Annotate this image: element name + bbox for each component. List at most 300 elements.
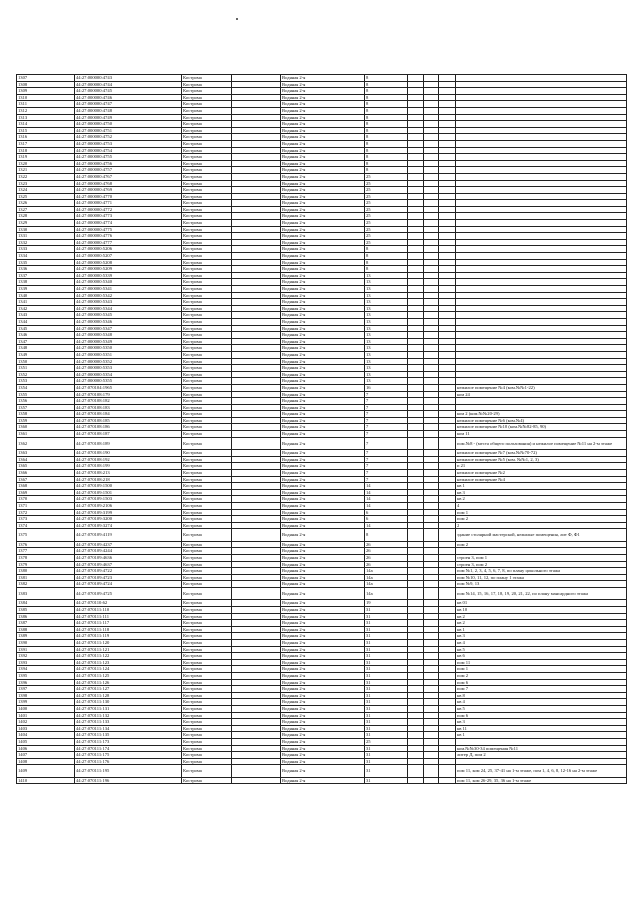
cadastral-number-cell: 44:27:000000:4776 (75, 233, 182, 240)
empty-cell (439, 554, 456, 561)
empty-cell (424, 180, 439, 187)
note-cell (456, 286, 627, 293)
city-cell: Кострома (182, 365, 232, 372)
city-cell: Кострома (182, 160, 232, 167)
city-cell: Кострома (182, 398, 232, 405)
empty-cell (232, 81, 281, 88)
table-row (17, 226, 627, 233)
house-number-cell: 6 (365, 516, 408, 523)
cadastral-number-cell: 44:27:070111:123 (75, 659, 182, 666)
empty-cell (424, 712, 439, 719)
note-cell (456, 365, 627, 372)
cadastral-number-cell: 44:27:070108:182 (75, 398, 182, 405)
empty-cell (439, 745, 456, 752)
table-row (17, 653, 627, 660)
city-cell: Кострома (182, 692, 232, 699)
city-cell: Кострома (182, 738, 232, 745)
city-cell: Кострома (182, 732, 232, 739)
empty-cell (424, 187, 439, 194)
street-cell: Водяная 2-я (281, 233, 365, 240)
street-cell: Водяная 2-я (281, 705, 365, 712)
house-number-cell: 13 (365, 371, 408, 378)
empty-cell (424, 121, 439, 128)
empty-cell (424, 81, 439, 88)
row-number-cell: 1317 (17, 140, 75, 147)
empty-cell (424, 424, 439, 431)
cadastral-number-cell: 44:27:000000:4743 (75, 75, 182, 82)
empty-cell (424, 640, 439, 647)
empty-cell (439, 127, 456, 134)
table-row (17, 107, 627, 114)
street-cell: Водяная 2-я (281, 411, 365, 418)
note-cell: кв 01 (456, 600, 627, 607)
empty-cell (424, 253, 439, 260)
house-number-cell: 31 (365, 607, 408, 614)
empty-cell (424, 705, 439, 712)
house-number-cell: 8 (365, 75, 408, 82)
cadastral-number-cell: 44:27:070109:3200 (75, 516, 182, 523)
empty-cell (232, 672, 281, 679)
empty-cell (439, 332, 456, 339)
house-number-cell: 25 (365, 220, 408, 227)
table-row (17, 758, 627, 765)
empty-cell (408, 121, 424, 128)
street-cell: Водяная 2-я (281, 101, 365, 108)
empty-cell (439, 259, 456, 266)
street-cell: Водяная 2-я (281, 279, 365, 286)
table-row (17, 725, 627, 732)
table-row (17, 686, 627, 693)
cadastral-number-cell: 44:27:000000:4771 (75, 200, 182, 207)
empty-cell (408, 581, 424, 588)
note-cell (456, 272, 627, 279)
empty-cell (408, 509, 424, 516)
note-cell (456, 193, 627, 200)
empty-cell (408, 765, 424, 778)
empty-cell (424, 94, 439, 101)
street-cell: Водяная 2-я (281, 404, 365, 411)
empty-cell (424, 160, 439, 167)
empty-cell (424, 626, 439, 633)
house-number-cell: 13 (365, 272, 408, 279)
street-cell: Водяная 2-я (281, 220, 365, 227)
street-cell: Водяная 2-я (281, 154, 365, 161)
table-row (17, 509, 627, 516)
house-number-cell: 31 (365, 679, 408, 686)
empty-cell (439, 180, 456, 187)
street-cell: Водяная 2-я (281, 424, 365, 431)
city-cell: Кострома (182, 272, 232, 279)
note-cell: 4 (456, 502, 627, 509)
empty-cell (439, 456, 456, 463)
house-number-cell: 31 (365, 758, 408, 765)
city-cell: Кострома (182, 187, 232, 194)
city-cell: Кострома (182, 193, 232, 200)
house-number-cell: 8 (365, 246, 408, 253)
house-number-cell: 13 (365, 305, 408, 312)
street-cell: Водяная 2-я (281, 725, 365, 732)
note-cell (456, 371, 627, 378)
table-row (17, 437, 627, 450)
city-cell: Кострома (182, 94, 232, 101)
note-cell (456, 226, 627, 233)
note-cell (456, 325, 627, 332)
city-cell: Кострома (182, 758, 232, 765)
empty-cell (232, 206, 281, 213)
row-number-cell: 1326 (17, 200, 75, 207)
note-cell: пом 11 (456, 659, 627, 666)
empty-cell (439, 292, 456, 299)
empty-cell (439, 719, 456, 726)
table-row (17, 516, 627, 523)
empty-cell (439, 633, 456, 640)
empty-cell (408, 259, 424, 266)
empty-cell (439, 384, 456, 391)
cadastral-number-cell: 44:27:000000:4774 (75, 220, 182, 227)
empty-cell (424, 239, 439, 246)
empty-cell (424, 233, 439, 240)
empty-cell (408, 411, 424, 418)
empty-cell (408, 732, 424, 739)
empty-cell (232, 692, 281, 699)
house-number-cell: 13 (365, 325, 408, 332)
cadastral-number-cell: 44:27:000000:4768 (75, 180, 182, 187)
empty-cell (424, 450, 439, 457)
table-row (17, 312, 627, 319)
empty-cell (232, 613, 281, 620)
street-cell: Водяная 2-я (281, 541, 365, 548)
empty-cell (408, 279, 424, 286)
empty-cell (232, 437, 281, 450)
city-cell: Кострома (182, 574, 232, 581)
city-cell: Кострома (182, 180, 232, 187)
table-row (17, 476, 627, 483)
row-number-cell: 1352 (17, 371, 75, 378)
table-row (17, 173, 627, 180)
house-number-cell: 26 (365, 548, 408, 555)
row-number-cell: 1366 (17, 469, 75, 476)
row-number-cell: 1407 (17, 752, 75, 759)
city-cell: Кострома (182, 450, 232, 457)
row-number-cell: 1373 (17, 516, 75, 523)
empty-cell (408, 659, 424, 666)
empty-cell (232, 246, 281, 253)
empty-cell (232, 456, 281, 463)
row-number-cell: 1324 (17, 187, 75, 194)
empty-cell (424, 193, 439, 200)
street-cell: Водяная 2-я (281, 127, 365, 134)
city-cell: Кострома (182, 332, 232, 339)
empty-cell (424, 522, 439, 529)
empty-cell (424, 107, 439, 114)
note-cell (456, 758, 627, 765)
city-cell: Кострома (182, 239, 232, 246)
empty-cell (424, 666, 439, 673)
table-row (17, 581, 627, 588)
table-row (17, 279, 627, 286)
empty-cell (424, 299, 439, 306)
empty-cell (439, 239, 456, 246)
city-cell: Кострома (182, 134, 232, 141)
house-number-cell: 31 (365, 672, 408, 679)
street-cell: Водяная 2-я (281, 81, 365, 88)
empty-cell (424, 404, 439, 411)
row-number-cell: 1327 (17, 206, 75, 213)
city-cell: Кострома (182, 292, 232, 299)
table-row (17, 679, 627, 686)
cadastral-number-cell: 44:27:000000:5353 (75, 365, 182, 372)
note-cell: кв 8 (456, 692, 627, 699)
table-row (17, 626, 627, 633)
note-cell: кв 2 (456, 620, 627, 627)
house-number-cell: 7 (365, 463, 408, 470)
empty-cell (439, 600, 456, 607)
empty-cell (232, 233, 281, 240)
street-cell: Водяная 2-я (281, 305, 365, 312)
street-cell: Водяная 2-я (281, 351, 365, 358)
empty-cell (408, 738, 424, 745)
table-row (17, 345, 627, 352)
street-cell: Водяная 2-я (281, 332, 365, 339)
empty-cell (232, 522, 281, 529)
empty-cell (439, 529, 456, 542)
empty-cell (232, 404, 281, 411)
empty-cell (439, 431, 456, 438)
empty-cell (232, 134, 281, 141)
street-cell: Водяная 2-я (281, 107, 365, 114)
street-cell: Водяная 2-я (281, 463, 365, 470)
empty-cell (439, 424, 456, 431)
city-cell: Кострома (182, 613, 232, 620)
empty-cell (424, 114, 439, 121)
city-cell: Кострома (182, 600, 232, 607)
house-number-cell: 7 (365, 417, 408, 424)
cadastral-number-cell: 44:27:000000:4750 (75, 121, 182, 128)
table-row (17, 239, 627, 246)
empty-cell (439, 463, 456, 470)
row-number-cell: 1403 (17, 725, 75, 732)
table-row (17, 180, 627, 187)
street-cell: Водяная 2-я (281, 193, 365, 200)
house-number-cell: 8 (365, 121, 408, 128)
house-number-cell: 25 (365, 200, 408, 207)
empty-cell (408, 476, 424, 483)
row-number-cell: 1372 (17, 509, 75, 516)
empty-cell (408, 424, 424, 431)
empty-cell (232, 765, 281, 778)
city-cell: Кострома (182, 81, 232, 88)
cadastral-number-cell: 44:27:000000:4746 (75, 94, 182, 101)
row-number-cell: 1380 (17, 568, 75, 575)
note-cell: пом №1, 2, 3, 4, 5, 6, 7, 8, по плану цокольного этажа (456, 568, 627, 575)
city-cell: Кострома (182, 554, 232, 561)
street-cell: Водяная 2-я (281, 266, 365, 273)
table-row (17, 548, 627, 555)
house-number-cell: 6 (365, 509, 408, 516)
empty-cell (408, 712, 424, 719)
row-number-cell: 1331 (17, 233, 75, 240)
table-row (17, 738, 627, 745)
empty-cell (424, 659, 439, 666)
cadastral-number-cell: 44:27:000000:5342 (75, 292, 182, 299)
empty-cell (408, 600, 424, 607)
empty-cell (439, 305, 456, 312)
city-cell: Кострома (182, 496, 232, 503)
empty-cell (408, 266, 424, 273)
street-cell: Водяная 2-я (281, 686, 365, 693)
house-number-cell: 13 (365, 338, 408, 345)
street-cell: Водяная 2-я (281, 167, 365, 174)
empty-cell (424, 719, 439, 726)
note-cell (456, 246, 627, 253)
table-row (17, 81, 627, 88)
cadastral-number-cell: 44:27:070109:1500 (75, 483, 182, 490)
row-number-cell: 1361 (17, 431, 75, 438)
empty-cell (408, 206, 424, 213)
city-cell: Кострома (182, 659, 232, 666)
empty-cell (439, 626, 456, 633)
note-cell: пом 11, ком 24, 25, 37-41 на 1-м этаже, пом 1, 4, 6, 8, 12-16 на 2-м этаже (456, 765, 627, 778)
cadastral-number-cell: 44:27:070109:4237 (75, 541, 182, 548)
empty-cell (408, 699, 424, 706)
row-number-cell: 1398 (17, 692, 75, 699)
empty-cell (439, 114, 456, 121)
house-number-cell: 14 (365, 489, 408, 496)
house-number-cell: 7 (365, 398, 408, 405)
street-cell: Водяная 2-я (281, 318, 365, 325)
street-cell: Водяная 2-я (281, 745, 365, 752)
note-cell (456, 88, 627, 95)
empty-cell (439, 272, 456, 279)
empty-cell (424, 286, 439, 293)
street-cell: Водяная 2-я (281, 752, 365, 759)
city-cell: Кострома (182, 483, 232, 490)
note-cell: кв 3 (456, 489, 627, 496)
note-cell: п 21 (456, 463, 627, 470)
empty-cell (424, 777, 439, 784)
city-cell: Кострома (182, 437, 232, 450)
house-number-cell: 8 (365, 529, 408, 542)
empty-cell (439, 653, 456, 660)
street-cell: Водяная 2-я (281, 699, 365, 706)
empty-cell (424, 509, 439, 516)
table-row (17, 246, 627, 253)
empty-cell (408, 246, 424, 253)
row-number-cell: 1402 (17, 719, 75, 726)
empty-cell (439, 568, 456, 575)
empty-cell (408, 160, 424, 167)
table-row (17, 640, 627, 647)
empty-cell (232, 272, 281, 279)
city-cell: Кострома (182, 213, 232, 220)
empty-cell (424, 206, 439, 213)
note-cell: пом 2 (456, 672, 627, 679)
empty-cell (408, 272, 424, 279)
table-row (17, 88, 627, 95)
empty-cell (408, 561, 424, 568)
empty-cell (439, 541, 456, 548)
empty-cell (439, 640, 456, 647)
city-cell: Кострома (182, 666, 232, 673)
empty-cell (232, 305, 281, 312)
empty-cell (408, 620, 424, 627)
empty-cell (439, 398, 456, 405)
row-number-cell: 1364 (17, 456, 75, 463)
empty-cell (408, 239, 424, 246)
empty-cell (408, 574, 424, 581)
row-number-cell: 1381 (17, 574, 75, 581)
empty-cell (408, 75, 424, 82)
empty-cell (232, 94, 281, 101)
note-cell (456, 332, 627, 339)
city-cell: Кострома (182, 626, 232, 633)
house-number-cell: 19 (365, 600, 408, 607)
empty-cell (424, 692, 439, 699)
note-cell (456, 213, 627, 220)
house-number-cell: 25 (365, 173, 408, 180)
street-cell: Водяная 2-я (281, 626, 365, 633)
empty-cell (408, 463, 424, 470)
city-cell: Кострома (182, 101, 232, 108)
city-cell: Кострома (182, 765, 232, 778)
row-number-cell: 1378 (17, 554, 75, 561)
street-cell: Водяная 2-я (281, 738, 365, 745)
house-number-cell: 13 (365, 312, 408, 319)
cadastral-number-cell: 44:27:070111:176 (75, 758, 182, 765)
note-cell (456, 154, 627, 161)
cadastral-number-cell: 44:27:000000:5340 (75, 279, 182, 286)
registry-rows (17, 75, 627, 784)
house-number-cell: 8 (365, 253, 408, 260)
empty-cell (232, 541, 281, 548)
row-number-cell: 1341 (17, 299, 75, 306)
empty-cell (232, 705, 281, 712)
house-number-cell: 8 (365, 101, 408, 108)
empty-cell (439, 107, 456, 114)
street-cell: Водяная 2-я (281, 345, 365, 352)
empty-cell (439, 147, 456, 154)
empty-cell (232, 338, 281, 345)
street-cell: Водяная 2-я (281, 653, 365, 660)
city-cell: Кострома (182, 318, 232, 325)
street-cell: Водяная 2-я (281, 607, 365, 614)
table-row (17, 220, 627, 227)
empty-cell (439, 692, 456, 699)
empty-cell (424, 200, 439, 207)
empty-cell (232, 725, 281, 732)
cadastral-number-cell: 44:27:070108:192 (75, 456, 182, 463)
street-cell: Водяная 2-я (281, 358, 365, 365)
empty-cell (232, 279, 281, 286)
note-cell: нежилое помещение №5 (ком. №№1, 2, 3) (456, 456, 627, 463)
empty-cell (424, 351, 439, 358)
row-number-cell: 1349 (17, 351, 75, 358)
house-number-cell: 7 (365, 411, 408, 418)
street-cell: Водяная 2-я (281, 613, 365, 620)
house-number-cell: 14 (365, 483, 408, 490)
house-number-cell: 8 (365, 266, 408, 273)
empty-cell (408, 312, 424, 319)
street-cell: Водяная 2-я (281, 777, 365, 784)
table-row (17, 502, 627, 509)
empty-cell (232, 568, 281, 575)
row-number-cell: 1343 (17, 312, 75, 319)
empty-cell (232, 581, 281, 588)
empty-cell (232, 154, 281, 161)
street-cell: Водяная 2-я (281, 548, 365, 555)
row-number-cell: 1387 (17, 620, 75, 627)
row-number-cell: 1382 (17, 581, 75, 588)
